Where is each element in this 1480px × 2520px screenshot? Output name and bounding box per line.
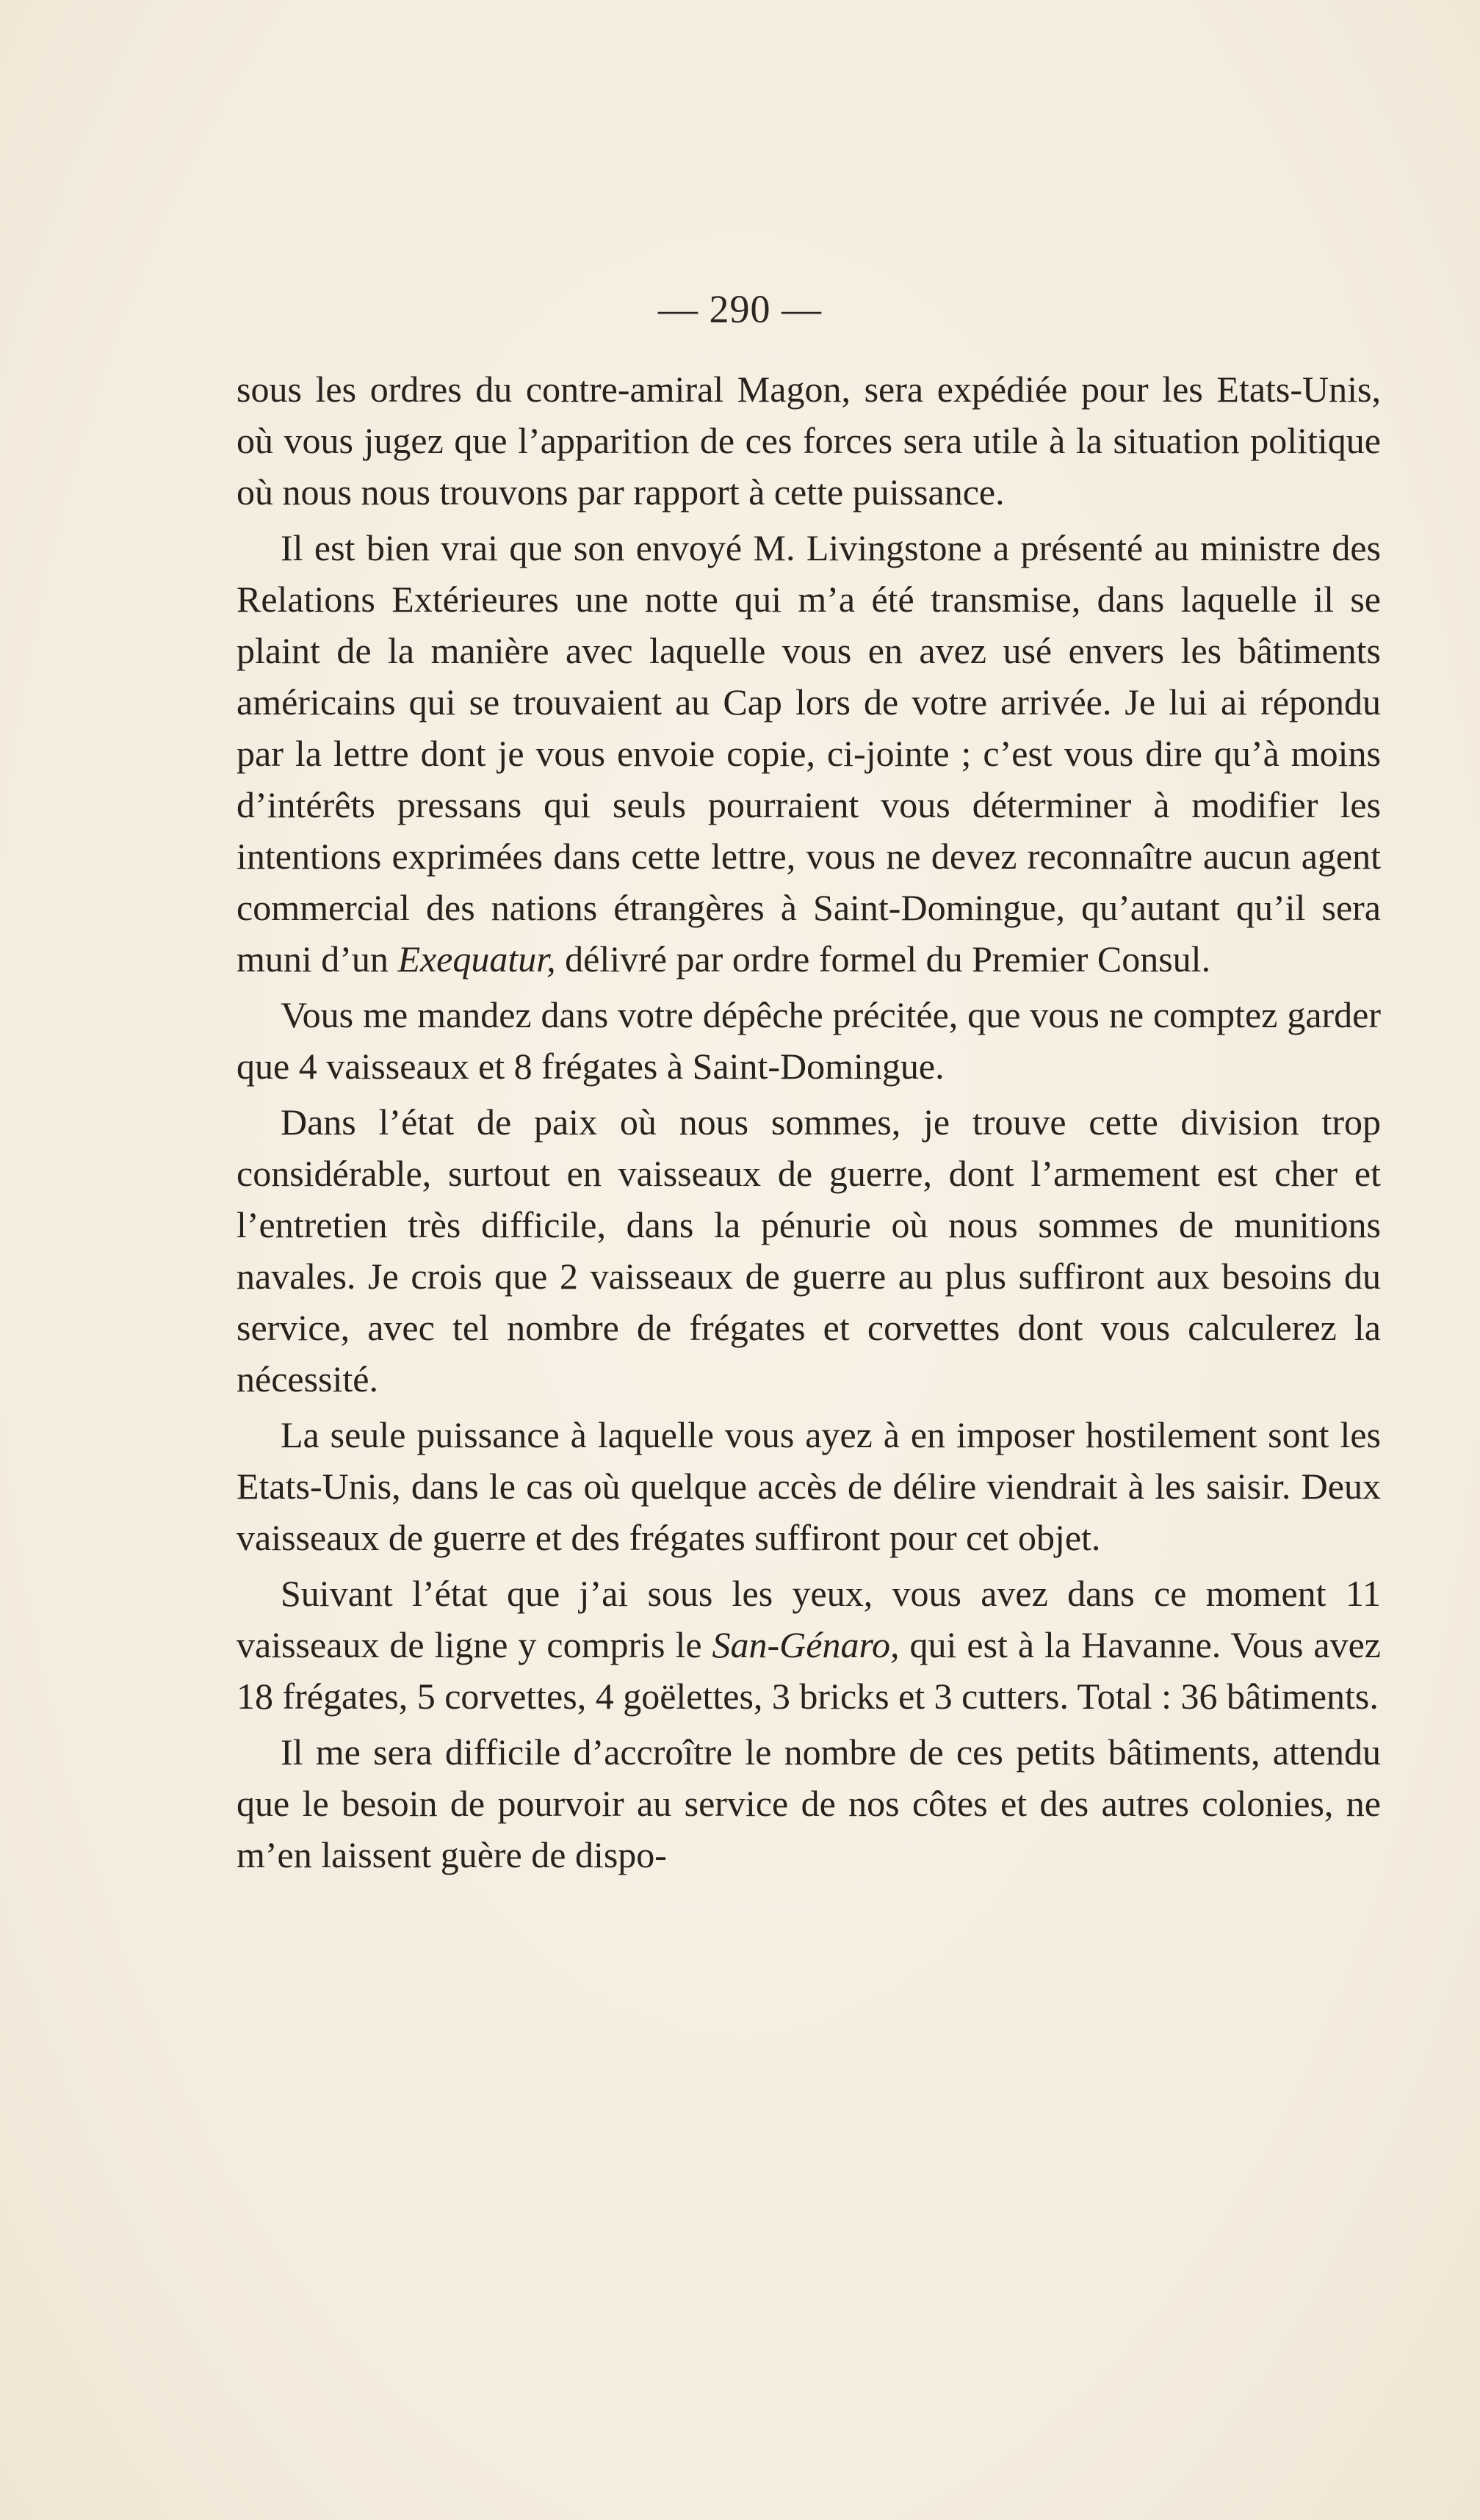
paragraph-6-text-a: Suivant l’état que j’ai sous les yeux, vous avez dans ce moment 11 vaisseaux de ligne y compris le <box>237 1573 1381 1665</box>
paragraph-6-italic-ship-name: San-Génaro, <box>712 1624 900 1665</box>
paragraph-7 <box>237 1726 1381 1880</box>
paragraph-2 <box>237 522 1381 985</box>
paragraph-5-text: La seule puissance à laquelle vous ayez à en imposer hostilement sont les Etats-Unis, dans le cas où quelque accès de délire viendrait à les saisir. Deux vaisseaux de guerre et des frégates suffiront pour cet objet. <box>237 1414 1381 1558</box>
body-text <box>237 363 1381 1885</box>
paragraph-3 <box>237 989 1381 1092</box>
paragraph-1-text: sous les ordres du contre-amiral Magon, sera expédiée pour les Etats-Unis, où vous jugez que l’apparition de ces forces sera utile à la situation politique où nous nous trouvons par rapport à cette puissance. <box>237 369 1381 513</box>
paragraph-5 <box>237 1409 1381 1563</box>
paragraph-6-text-b: qui est à la Havanne. Vous avez 18 frégates, 5 corvettes, 4 goëlettes, 3 bricks et 3 cutters. Total : 36 bâtiments. <box>237 1624 1381 1717</box>
paragraph-3-text: Vous me mandez dans votre dépêche précitée, que vous ne comptez garder que 4 vaisseaux et 8 frégates à Saint-Domingue. <box>237 994 1381 1087</box>
paragraph-1 <box>237 363 1381 518</box>
page-number: — 290 — <box>658 287 822 331</box>
paragraph-6 <box>237 1568 1381 1722</box>
paragraph-2-italic-exequatur: Exequatur, <box>397 938 556 980</box>
paragraph-7-text: Il me sera difficile d’accroître le nombre de ces petits bâtiments, attendu que le besoin de pourvoir au service de nos côtes et des autres colonies, ne m’en laissent guère de dispo- <box>237 1731 1381 1875</box>
paragraph-2-text-b: délivré par ordre formel du Premier Consul. <box>555 938 1211 980</box>
paragraph-4-text: Dans l’état de paix où nous sommes, je trouve cette division trop considérable, surtout en vaisseaux de guerre, dont l’armement est cher et l’entretien très difficile, dans la pénurie où nous sommes de munitions navales. Je crois que 2 vaisseaux de guerre au plus suffiront aux besoins du service, avec tel nombre de frégates et corvettes dont vous calculerez la nécessité. <box>237 1101 1381 1400</box>
paragraph-4 <box>237 1096 1381 1405</box>
paragraph-2-text-a: Il est bien vrai que son envoyé M. Livingstone a présenté au ministre des Relations Extérieures une notte qui m’a été transmise, dans laquelle il se plaint de la manière avec laquelle vous en avez usé envers les bâtiments américains qui se trouvaient au Cap lors de votre arrivée. Je lui ai répondu par la lettre dont je vous envoie copie, ci-jointe ; c’est vous dire qu’à moins d’intérêts pressans qui seuls pourraient vous déterminer à modifier les intentions exprimées dans cette lettre, vous ne devez reconnaître aucun agent commercial des nations étrangères à Saint-Domingue, qu’autant qu’il sera muni d’un <box>237 527 1381 980</box>
